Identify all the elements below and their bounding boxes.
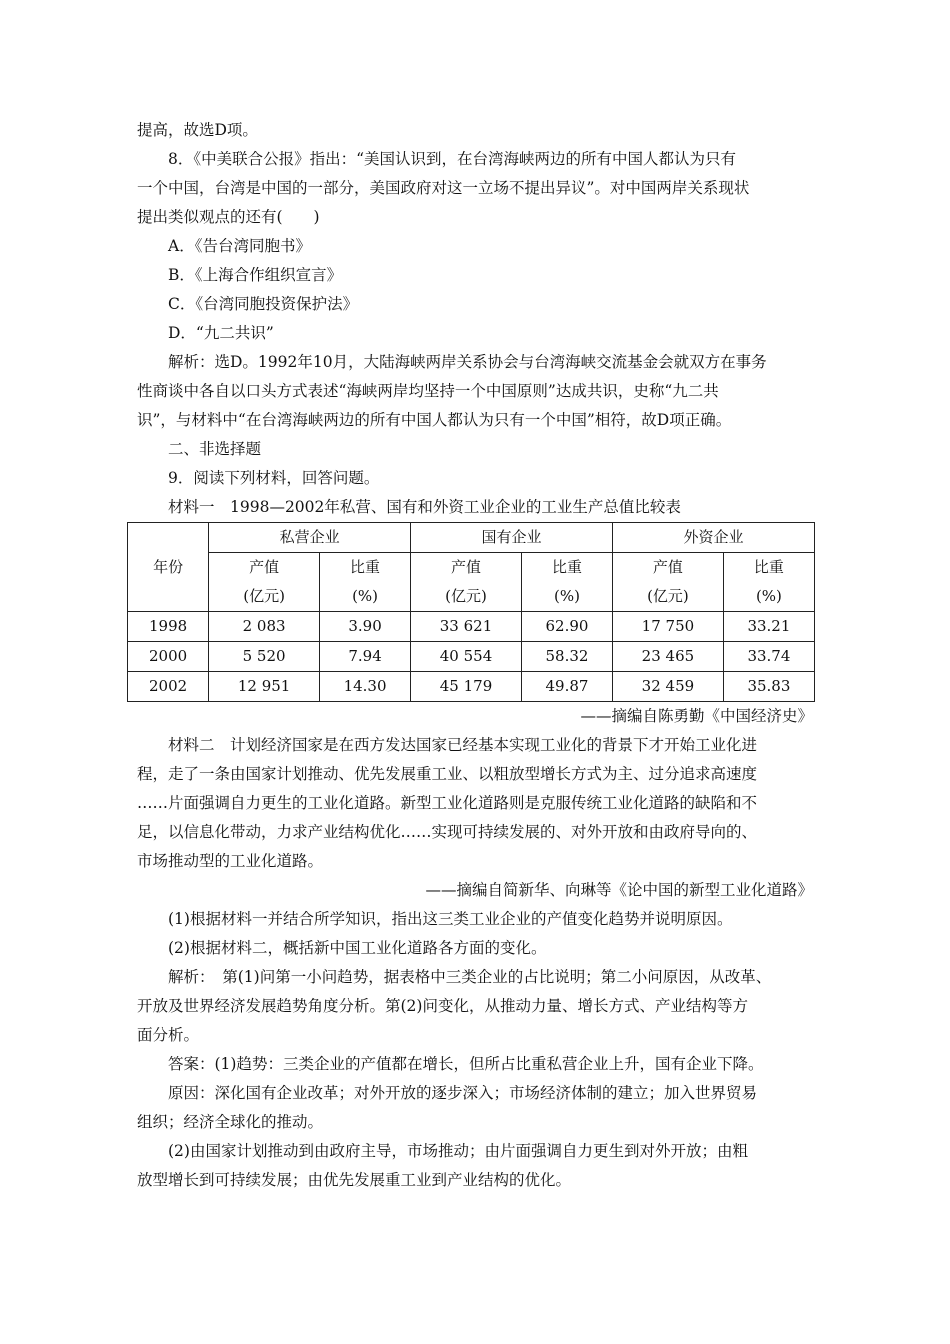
q8-analysis-line: 识”，与材料中“在台湾海峡两边的所有中国人都认为只有一个中国”相符，故D项正确。 — [137, 411, 732, 429]
table-cell: 58.32 — [521, 642, 612, 672]
table-cell: 33 621 — [411, 612, 522, 642]
q8-option-b: B．《上海合作组织宣言》 — [168, 266, 343, 284]
table-cell: 3.90 — [320, 612, 411, 642]
table-row — [128, 672, 815, 702]
table-row — [128, 612, 815, 642]
table-cell: 17 750 — [613, 612, 724, 642]
q9-analysis-line: 开放及世界经济发展趋势角度分析。第(2)问变化，从推动力量、增长方式、产业结构等方 — [137, 997, 748, 1015]
subheader-share: 比重 (%) — [521, 553, 612, 612]
table-cell: 35.83 — [723, 672, 814, 702]
q9-answer-line: 组织；经济全球化的推动。 — [137, 1113, 324, 1131]
q9-stem: 9．阅读下列材料，回答问题。 — [168, 469, 380, 487]
table-cell: 2 083 — [209, 612, 320, 642]
table-cell: 14.30 — [320, 672, 411, 702]
q8-stem-line: 一个中国，台湾是中国的一部分，美国政府对这一立场不提出异议”。对中国两岸关系现状 — [137, 179, 750, 197]
q8-option-a: A．《告台湾同胞书》 — [168, 237, 311, 255]
table-cell: 1998 — [128, 612, 209, 642]
material2-line: 足，以信息化带动，力求产业结构优化……实现可持续发展的、对外开放和由政府导向的、 — [137, 823, 758, 841]
material2-line: ……片面强调自力更生的工业化道路。新型工业化道路则是克服传统工业化道路的缺陷和不 — [137, 794, 758, 812]
text-line: 提高，故选D项。 — [137, 121, 258, 139]
table-source: ——摘编自陈勇勤《中国经济史》 — [580, 707, 813, 725]
material1-title: 材料一 1998—2002年私营、国有和外资工业企业的工业生产总值比较表 — [168, 498, 681, 516]
q8-analysis-line: 解析：选D。1992年10月，大陆海峡两岸关系协会与台湾海峡交流基金会就双方在事务 — [168, 353, 767, 371]
q9-answer-line: 原因：深化国有企业改革；对外开放的逐步深入；市场经济体制的建立；加入世界贸易 — [168, 1084, 758, 1102]
q8-analysis-line: 性商谈中各自以口头方式表述“海峡两岸均坚持一个中国原则”达成共识，史称“九二共 — [137, 382, 719, 400]
material2-line: 程，走了一条由国家计划推动、优先发展重工业、以粗放型增长方式为主、过分追求高速度 — [137, 765, 758, 783]
q9-analysis-line: 解析： 第(1)问第一小问趋势，据表格中三类企业的占比说明；第二小问原因，从改革、 — [168, 968, 772, 986]
subheader-value: 产值 (亿元) — [613, 553, 724, 612]
group-header-foreign: 外资企业 — [613, 523, 815, 553]
table-row — [128, 642, 815, 672]
table-cell: 62.90 — [521, 612, 612, 642]
q8-option-d: D．“九二共识” — [168, 324, 274, 342]
table-header-row — [128, 523, 815, 553]
group-header-private: 私营企业 — [209, 523, 411, 553]
table-cell: 2002 — [128, 672, 209, 702]
table-cell: 23 465 — [613, 642, 724, 672]
output-comparison-table — [127, 522, 815, 702]
q9-subquestion: (1)根据材料一并结合所学知识，指出这三类工业企业的产值变化趋势并说明原因。 — [168, 910, 733, 928]
table-cell: 5 520 — [209, 642, 320, 672]
material2-source: ——摘编自简新华、向琳等《论中国的新型工业化道路》 — [425, 881, 813, 899]
section-heading: 二、非选择题 — [168, 440, 262, 458]
table-cell: 7.94 — [320, 642, 411, 672]
year-header: 年份 — [128, 523, 209, 612]
material2-line: 市场推动型的工业化道路。 — [137, 852, 324, 870]
q8-option-c: C．《台湾同胞投资保护法》 — [168, 295, 359, 313]
table-cell: 33.74 — [723, 642, 814, 672]
table-subheader-row — [128, 553, 815, 612]
material2-line: 材料二 计划经济国家是在西方发达国家已经基本实现工业化的背景下才开始工业化进 — [168, 736, 758, 754]
table-cell: 2000 — [128, 642, 209, 672]
q9-answer-line: 答案：(1)趋势：三类企业的产值都在增长，但所占比重私营企业上升，国有企业下降。 — [168, 1055, 764, 1073]
subheader-share: 比重 (%) — [320, 553, 411, 612]
q9-answer-line: (2)由国家计划推动到由政府主导，市场推动；由片面强调自力更生到对外开放；由粗 — [168, 1142, 748, 1160]
table-cell: 49.87 — [521, 672, 612, 702]
table-cell: 45 179 — [411, 672, 522, 702]
table-cell: 33.21 — [723, 612, 814, 642]
table-cell: 12 951 — [209, 672, 320, 702]
q9-subquestion: (2)根据材料二，概括新中国工业化道路各方面的变化。 — [168, 939, 547, 957]
document-page — [137, 116, 813, 1195]
q9-answer-line: 放型增长到可持续发展；由优先发展重工业到产业结构的优化。 — [137, 1171, 572, 1189]
q8-stem-line: 提出类似观点的还有( ) — [137, 208, 320, 226]
table-cell: 40 554 — [411, 642, 522, 672]
q9-analysis-line: 面分析。 — [137, 1026, 200, 1044]
q8-stem-line: 8．《中美联合公报》指出：“美国认识到，在台湾海峡两边的所有中国人都认为只有 — [168, 150, 737, 168]
subheader-value: 产值 (亿元) — [209, 553, 320, 612]
subheader-share: 比重 (%) — [723, 553, 814, 612]
table-cell: 32 459 — [613, 672, 724, 702]
subheader-value: 产值 (亿元) — [411, 553, 522, 612]
group-header-state: 国有企业 — [411, 523, 613, 553]
